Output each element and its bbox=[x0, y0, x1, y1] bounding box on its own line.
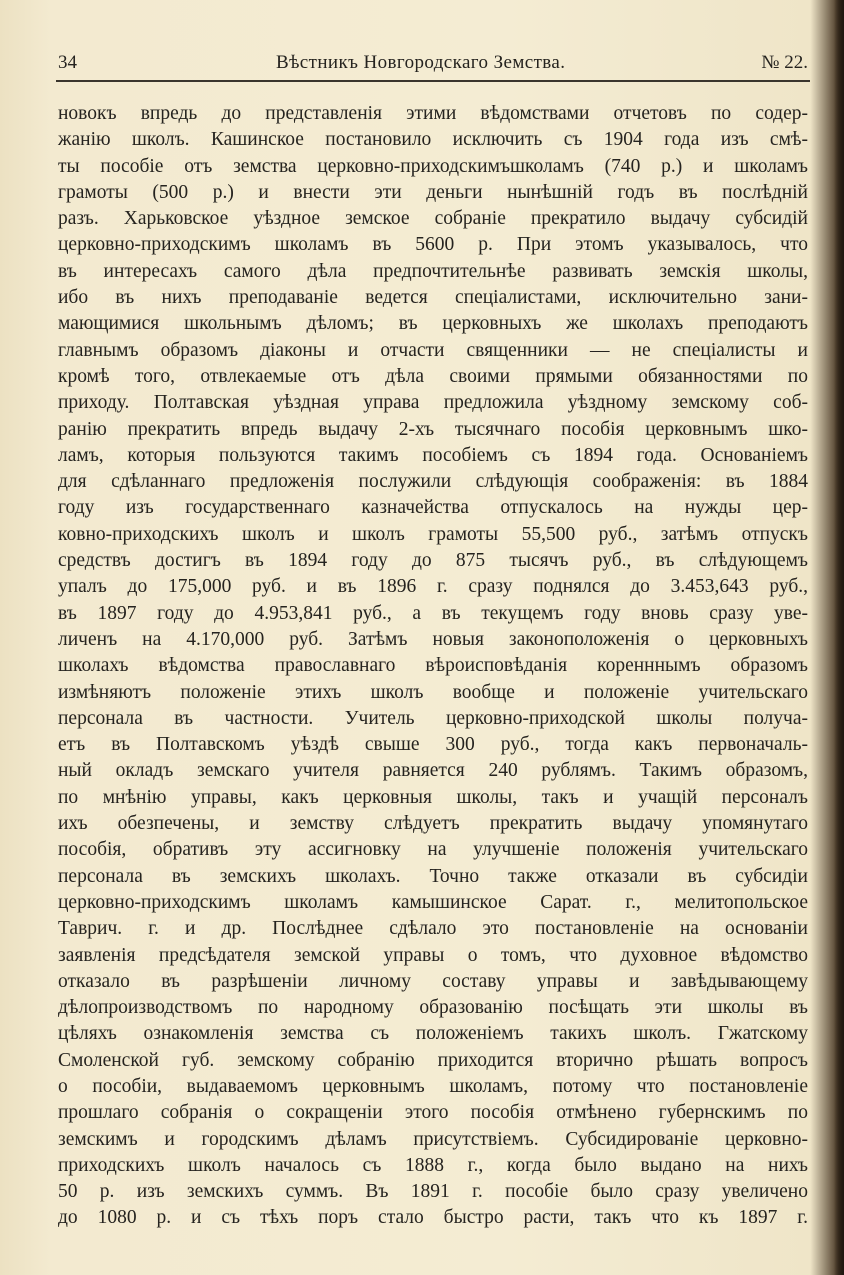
text-line: главнымъ образомъ діаконы и отчасти священники — не спеціалисты и bbox=[58, 339, 808, 361]
text-line: Таврич. г. и др. Послѣднее сдѣлало это постановленіе на основаніи bbox=[58, 918, 808, 940]
body-text bbox=[58, 101, 808, 1232]
text-line: цѣляхъ ознакомленія земства съ положеніемъ такихъ школъ. Гжатскому bbox=[58, 1023, 808, 1045]
text-line: жанію школъ. Кашинское постановило исключить съ 1904 года изъ смѣ- bbox=[58, 129, 808, 151]
text-line: етъ въ Полтавскомъ уѣздѣ свыше 300 руб., тогда какъ первоначаль- bbox=[58, 734, 808, 756]
text-line: 50 р. изъ земскихъ суммъ. Въ 1891 г. пособіе было сразу увеличено bbox=[58, 1181, 808, 1203]
text-line: измѣняютъ положеніе этихъ школъ вообще и положеніе учительскаго bbox=[58, 681, 808, 703]
text-line: личенъ на 4.170,000 руб. Затѣмъ новыя законоположенія о церковныхъ bbox=[58, 628, 808, 650]
text-line: ибо въ нихъ преподаваніе ведется спеціалистами, исключительно зани- bbox=[58, 287, 808, 309]
text-line: въ 1897 году до 4.953,841 руб., а въ текущемъ году вновь сразу уве- bbox=[58, 602, 808, 624]
text-line: по мнѣнію управы, какъ церковныя школы, такъ и учащій персоналъ bbox=[58, 786, 808, 808]
text-line: отказало въ разрѣшеніи личному составу управы и завѣдывающему bbox=[58, 970, 808, 992]
text-line: ковно-приходскихъ школъ и школъ грамоты 55,500 руб., затѣмъ отпускъ bbox=[58, 523, 808, 545]
text-line: мающимися школьнымъ дѣломъ; въ церковныхъ же школахъ преподаютъ bbox=[58, 313, 808, 335]
text-line: упалъ до 175,000 руб. и въ 1896 г. сразу поднялся до 3.453,643 руб., bbox=[58, 576, 808, 598]
text-line: до 1080 р. и съ тѣхъ поръ стало быстро расти, такъ что къ 1897 г. bbox=[58, 1207, 808, 1229]
text-line: земскимъ и городскимъ дѣламъ присутствіемъ. Субсидированіе церковно- bbox=[58, 1128, 808, 1150]
text-line: школахъ вѣдомства православнаго вѣроисповѣданія коренннымъ образомъ bbox=[58, 655, 808, 677]
text-line: персонала въ частности. Учитель церковно-приходской школы получа- bbox=[58, 707, 808, 729]
header-rule bbox=[56, 80, 810, 82]
text-line: ранію прекратить впредь выдачу 2-хъ тысячнаго пособія церковнымъ шко- bbox=[58, 418, 808, 440]
page-edge-shadow bbox=[834, 0, 844, 1275]
text-line: о пособіи, выдаваемомъ церковнымъ школамъ, потому что постановленіе bbox=[58, 1075, 808, 1097]
text-line: для сдѣланнаго предложенія послужили слѣдующія соображенія: въ 1884 bbox=[58, 471, 808, 493]
text-line: кромѣ того, отвлекаемые отъ дѣла своими прямыми обязанностями по bbox=[58, 365, 808, 387]
text-line: Смоленской губ. земскому собранію приходится вторично рѣшать вопросъ bbox=[58, 1049, 808, 1071]
text-line: ламъ, которыя пользуются такимъ пособіемъ съ 1894 года. Основаніемъ bbox=[58, 444, 808, 466]
text-line: приходскихъ школъ началось съ 1888 г., когда было выдано на нихъ bbox=[58, 1154, 808, 1176]
text-line: дѣлопроизводствомъ по народному образованію посѣщать эти школы въ bbox=[58, 997, 808, 1019]
text-line: заявленія предсѣдателя земской управы о томъ, что духовное вѣдомство bbox=[58, 944, 808, 966]
text-line: грамоты (500 р.) и внести эти деньги нынѣшній годъ въ послѣдній bbox=[58, 181, 808, 203]
text-line: ихъ обезпечены, и земству слѣдуетъ прекратить выдачу упомянутаго bbox=[58, 813, 808, 835]
text-line: разъ. Харьковское уѣздное земское собраніе прекратило выдачу субсидій bbox=[58, 208, 808, 230]
text-line: персонала въ земскихъ школахъ. Точно также отказали въ субсидіи bbox=[58, 865, 808, 887]
text-line: ный окладъ земскаго учителя равняется 240 рублямъ. Такимъ образомъ, bbox=[58, 760, 808, 782]
text-line: церковно-приходскимъ школамъ камышинское Сарат. г., мелитопольское bbox=[58, 891, 808, 913]
journal-title: Вѣстникъ Новгородскаго Земства. bbox=[276, 52, 566, 73]
issue-number: № 22. bbox=[761, 52, 808, 73]
text-line: году изъ государственнаго казначейства отпускалось на нужды цер- bbox=[58, 497, 808, 519]
text-line: въ интересахъ самого дѣла предпочтительнѣе развивать земскія школы, bbox=[58, 260, 808, 282]
text-line: пособія, обративъ эту ассигновку на улучшеніе положенія учительскаго bbox=[58, 839, 808, 861]
page-number: 34 bbox=[58, 52, 77, 73]
text-line: новокъ впредь до представленія этими вѣдомствами отчетовъ по содер- bbox=[58, 103, 808, 124]
page-header bbox=[58, 50, 808, 80]
text-line: прошлаго собранія о сокращеніи этого пособія отмѣнено губернскимъ по bbox=[58, 1102, 808, 1124]
text-line: ты пособіе отъ земства церковно-приходскимъшколамъ (740 р.) и школамъ bbox=[58, 155, 808, 177]
text-line: средствъ достигъ въ 1894 году до 875 тысячъ руб., въ слѣдующемъ bbox=[58, 550, 808, 572]
text-line: приходу. Полтавская уѣздная управа предложила уѣздному земскому соб- bbox=[58, 392, 808, 414]
text-line: церковно-приходскимъ школамъ въ 5600 р. При этомъ указывалось, что bbox=[58, 234, 808, 256]
